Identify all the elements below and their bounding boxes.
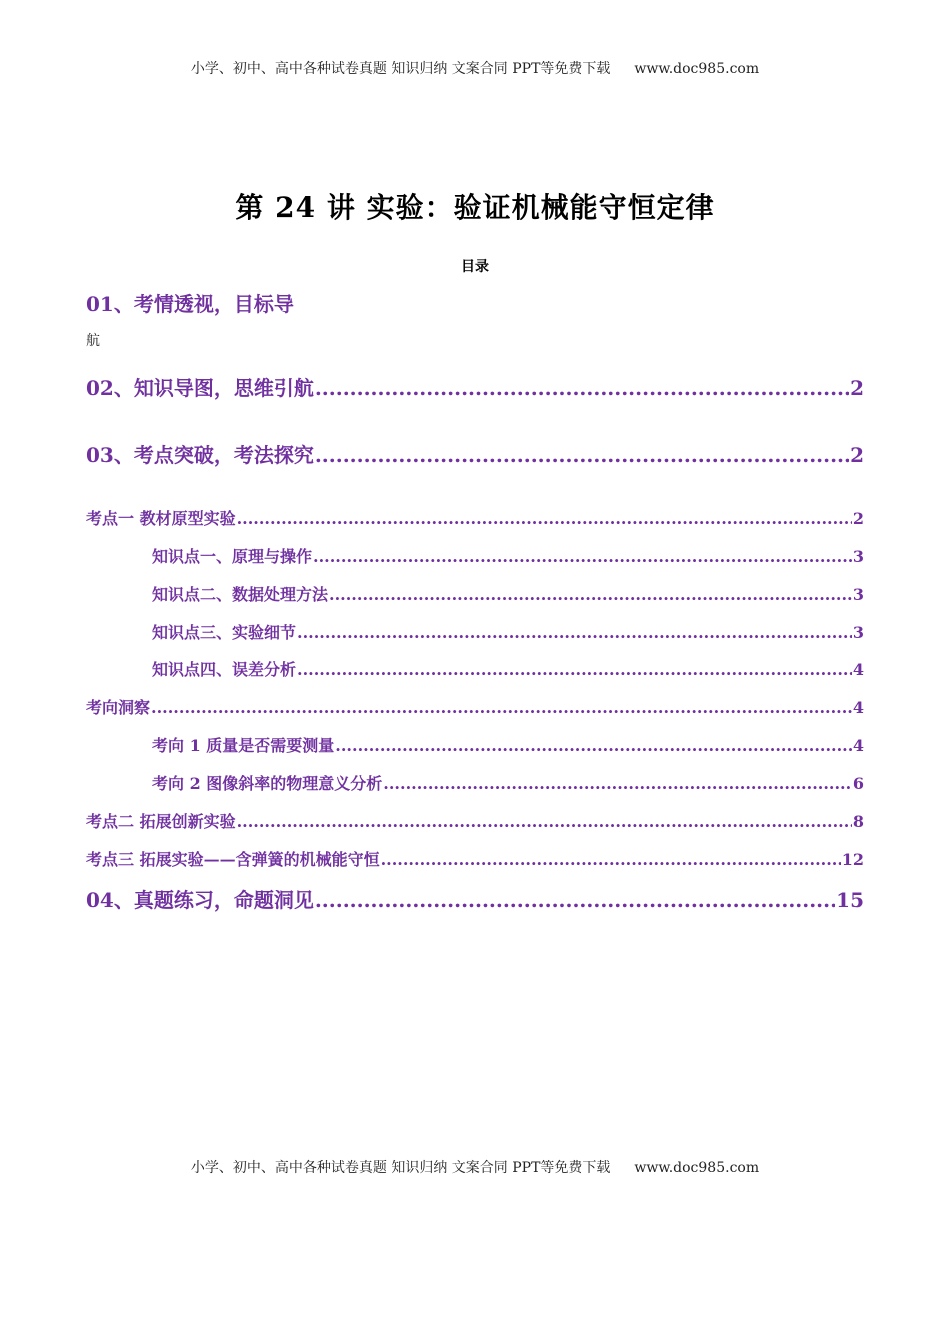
toc-dot-leader [313, 547, 852, 566]
toc-entry-01-wrap: 航 [86, 333, 100, 349]
toc-entry-label: 知识点四、误差分析 [152, 660, 297, 679]
toc-entry-kaodian-1[interactable] [86, 506, 864, 529]
toc-dot-leader [383, 774, 852, 793]
toc-entry-kaoxiang-2[interactable] [152, 771, 864, 794]
toc-entry-label: 03、考点突破，考法探究 [86, 443, 314, 467]
toc-entry-label: 知识点一、原理与操作 [152, 547, 313, 566]
toc-dot-leader [329, 585, 852, 604]
toc-entry-zhishi-1[interactable] [152, 544, 864, 567]
toc-page-number: 4 [852, 698, 864, 717]
toc-dot-leader [297, 660, 852, 679]
toc-entry-02[interactable] [86, 372, 864, 401]
toc-page-number: 6 [852, 774, 864, 793]
toc-entry-01[interactable] [86, 288, 864, 317]
toc-entry-kaodian-2[interactable] [86, 809, 864, 832]
footer-text: 小学、初中、高中各种试卷真题 知识归纳 文案合同 PPT等免费下载 [190, 1160, 611, 1176]
toc-dot-leader [315, 376, 849, 400]
toc-entry-label: 考点一 教材原型实验 [86, 509, 236, 528]
toc-entry-kaoxiang-1[interactable] [152, 733, 864, 756]
header-text: 小学、初中、高中各种试卷真题 知识归纳 文案合同 PPT等免费下载 [190, 61, 611, 77]
toc-dot-leader [335, 736, 852, 755]
toc-page-number: 2 [852, 509, 864, 528]
toc-dot-leader [151, 698, 852, 717]
toc-dot-leader [315, 443, 849, 467]
toc-entry-label: 01、考情透视，目标导 [86, 292, 294, 316]
toc-entry-kaoxiang-dongcha[interactable] [86, 695, 864, 718]
toc-page-number: 3 [852, 585, 864, 604]
toc-entry-zhishi-2[interactable] [152, 582, 864, 605]
toc-entry-label: 考点三 拓展实验——含弹簧的机械能守恒 [86, 850, 380, 869]
page-header [0, 58, 950, 78]
toc-page-number: 4 [852, 660, 864, 679]
toc-page-number: 12 [841, 850, 864, 869]
toc-entry-04[interactable] [86, 884, 864, 913]
toc-page-number: 3 [852, 547, 864, 566]
toc-dot-leader [381, 850, 841, 869]
toc-page-number: 4 [852, 736, 864, 755]
page-footer [0, 1157, 950, 1177]
toc-dot-leader [237, 509, 852, 528]
toc-entry-label: 考点二 拓展创新实验 [86, 812, 236, 831]
toc-dot-leader [315, 888, 835, 912]
toc-entry-03[interactable] [86, 439, 864, 468]
toc-heading: 目录 [461, 259, 489, 275]
toc-dot-leader [237, 812, 852, 831]
toc-entry-kaodian-3[interactable] [86, 847, 864, 870]
toc-page-number: 15 [836, 888, 864, 912]
toc-entry-zhishi-4[interactable] [152, 657, 864, 680]
toc-dot-leader [297, 623, 852, 642]
toc-entry-label: 考向 2 图像斜率的物理意义分析 [152, 774, 383, 793]
toc-entry-label: 04、真题练习，命题洞见 [86, 888, 314, 912]
header-site-link[interactable]: www.doc985.com [634, 61, 760, 77]
toc-entry-label: 知识点三、实验细节 [152, 623, 297, 642]
toc-page-number: 2 [850, 376, 864, 400]
toc-page-number: 2 [850, 443, 864, 467]
page-title: 第 24 讲 实验：验证机械能守恒定律 [235, 191, 715, 224]
toc-entry-label: 考向洞察 [86, 698, 151, 717]
toc-page-number: 8 [852, 812, 864, 831]
toc-entry-label: 知识点二、数据处理方法 [152, 585, 329, 604]
toc-page-number: 3 [852, 623, 864, 642]
footer-site-link[interactable]: www.doc985.com [634, 1160, 760, 1176]
toc-entry-zhishi-3[interactable] [152, 620, 864, 643]
toc-entry-label: 02、知识导图，思维引航 [86, 376, 314, 400]
toc-entry-label: 考向 1 质量是否需要测量 [152, 736, 335, 755]
